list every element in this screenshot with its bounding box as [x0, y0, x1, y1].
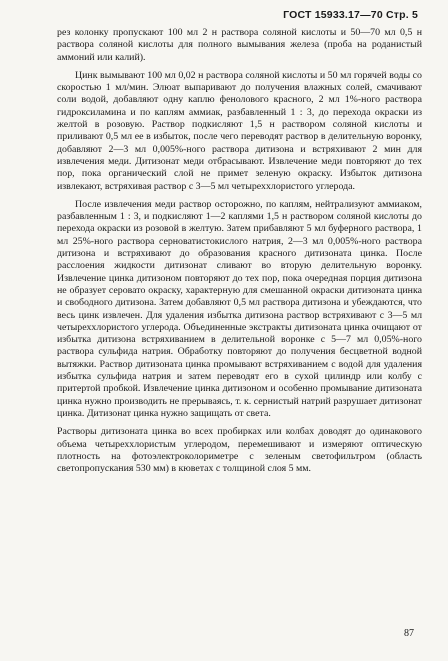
paragraph-3: После извлечения меди раствор осторожно, по каплям, нейтрализуют аммиаком, разбавленным 1 : 3, и подкисляют 1—2 каплями 1,5 н раствором соляной кислоты до перехода окраски из розовой в желтую. Затем прибавляют 5 мл буферного раствора, 1 мл 25%-ного раствора серноватистокислого натрия, 2—3 мл 0,005%-ного раствора дитизона и встряхивают до образования красного дитизоната цинка. После расслоения жидкости дитизонат сливают во вторую делительную воронку. Извлечение цинка дитизоном повторяют до тех пор, пока очередная порция дитизона не образует серовато окраску, характерную для смешанной окраски дитизоната цинка и свободного дитизона. Затем добавляют 0,5 мл раствора дитизона и убеждаются, что весь цинк извлечен. Для удаления избытка дитизона раствор встряхивают с 3—5 мл четыреххлористого углерода. Объединенные экстракты дитизоната цинка очищают от избытка дитизона встряхиванием в делительной воронке с 5—7 мл 0,05%-ного раствора сульфида натрия. Обработку повторяют до получения бесцветной водной вытяжки. Раствор дитизоната цинка промывают встряхиванием с водой для удаления избытка сульфида натрия и затем переводят его в сухой цилиндр или колбу с притертой пробкой. Извлечение цинка дитизоном и особенно промывание дитизоната цинка нужно производить не прерываясь, т. к. сернистый натрий разрушает дитизонат цинка. Дитизонат цинка нужно защищать от света.	[57, 198, 422, 419]
paragraph-4: Растворы дитизоната цинка во всех пробирках или колбах доводят до одинакового объема четыреххлористым углеродом, перемешивают и измеряют оптическую плотность на фотоэлектроколориметре с зеленым светофильтром (область светопропускания 530 мм) в кюветах с толщиной слоя 5 мм.	[57, 426, 422, 475]
paragraph-1: рез колонку пропускают 100 мл 2 н раствора соляной кислоты и 50—70 мл 0,5 н раствора соляной кислоты для полного вымывания железа (проба на роданистый аммоний или калий).	[57, 27, 422, 63]
paragraph-2: Цинк вымывают 100 мл 0,02 н раствора соляной кислоты и 50 мл горячей воды со скоростью 1 мл/мин. Элюат выпаривают до получения влажных солей, смачивают соли водой, добавляют одну каплю фенолового красного, 2 мл 1%-ного раствора гидроксиламина и по каплям аммиак, разбавленный 1 : 3, до перехода окраски из желтой в розовую. Раствор подкисляют 1,5 н раствором соляной кислоты и приливают 0,5 мл ее в избыток, после чего переводят раствор в делительную воронку, добавляют 2—3 мл 0,005%-ного раствора дитизона и встряхивают 2 мин для извлечения меди. Дитизонат меди отбрасывают. Извлечение меди повторяют до тех пор, пока органический слой не примет зеленую окраску. Избыток дитизона извлекают, встряхивая раствор с 3—5 мл четыреххлористого углерода.	[57, 69, 422, 192]
page-header: ГОСТ 15933.17—70 Стр. 5	[283, 9, 418, 21]
page-number: 87	[404, 628, 414, 639]
page-body	[57, 27, 422, 481]
